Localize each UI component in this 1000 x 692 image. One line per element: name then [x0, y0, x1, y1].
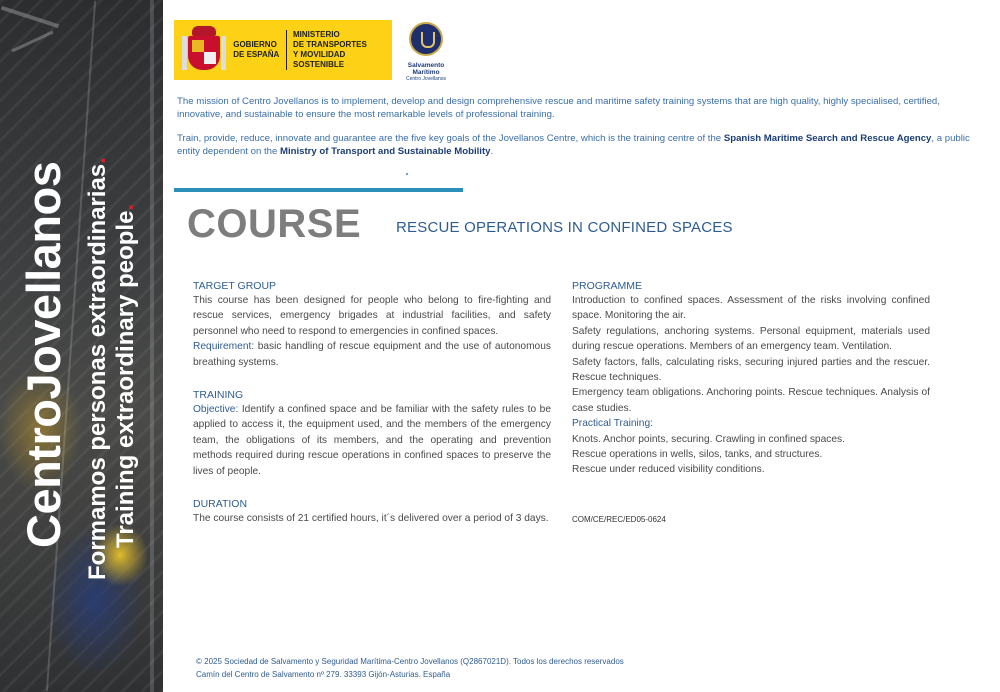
- programme-item: Introduction to confined spaces. Assessment of the risks involving confined space. Monitoring the air.: [572, 295, 930, 322]
- programme-item: Emergency team obligations. Anchoring points. Rescue techniques. Analysis of case studies.: [572, 387, 930, 414]
- side-photo: [0, 0, 163, 692]
- left-column: [193, 279, 551, 544]
- practical-item: Rescue under reduced visibility conditions.: [572, 464, 765, 476]
- course-title: RESCUE OPERATIONS IN CONFINED SPACES: [396, 219, 733, 236]
- course-reference-code: COM/CE/REC/ED05-0624: [572, 514, 666, 524]
- anchor-emblem-icon: [409, 22, 443, 56]
- duration-text: The course consists of 21 certified hours, it´s delivered over a period of 3 days.: [193, 513, 549, 525]
- footer: [196, 655, 624, 681]
- practical-training-heading: Practical Training:: [572, 418, 653, 430]
- salvamento-logo: [395, 22, 457, 82]
- target-group-heading: TARGET GROUP: [193, 280, 277, 292]
- decorative-dot: [406, 173, 408, 175]
- address-text: Camín del Centro de Salvamento nº 279. 33393 Gijón-Asturias. España: [196, 670, 451, 679]
- course-heading: COURSE: [187, 202, 362, 246]
- motto-english: Training extraordinary people.: [112, 203, 139, 548]
- right-column: [572, 279, 930, 527]
- section-divider: [174, 188, 463, 192]
- requirement-text: Requirement: basic handling of rescue equipment and the use of autonomous breathing systems.: [193, 341, 551, 368]
- photo-pipe: [150, 0, 154, 692]
- practical-item: Knots. Anchor points, securing. Crawling in confined spaces.: [572, 433, 845, 445]
- agency-name: Spanish Maritime Search and Rescue Agency: [723, 133, 932, 144]
- government-logo: [174, 20, 392, 80]
- programme-heading: PROGRAMME: [572, 280, 643, 292]
- goals-paragraph: Train, provide, reduce, innovate and guarantee are the five key goals of the Jovellanos Centre, which is the training centre of the Spanish Maritime Search and Rescue Agency, a public entity dependent on the Ministry of Transport and Sustainable Mobility.: [177, 133, 970, 157]
- mission-paragraph: The mission of Centro Jovellanos is to implement, develop and design comprehensive rescue and maritime safety training systems that are high quality, highly specialised, certified, innovative, and sustainable to ensure the most remarkable levels of professional training.: [177, 96, 940, 120]
- coat-of-arms-icon: [182, 26, 223, 74]
- training-heading: TRAINING: [193, 389, 244, 402]
- ministry-label: MINISTERIO DE TRANSPORTES Y MOVILIDAD SOSTENIBLE: [293, 30, 367, 69]
- target-group-text: This course has been designed for people who belong to fire-fighting and rescue services, emergency brigades at industrial facilities, and safety personnel who need to respond to emergencies in confined spaces.: [193, 295, 551, 337]
- requirement-label: Requirement:: [193, 341, 255, 353]
- gov-label: GOBIERNO DE ESPAÑA: [233, 40, 280, 59]
- ministry-name: Ministry of Transport and Sustainable Mobility: [279, 146, 491, 157]
- objective-text: Objective: Identify a confined space and be familiar with the safety rules to be applied to access it, the equipment used, and the members of the emergency team, the obligations of its members, and the operating and prevention methods required during rescue operations in confined spaces to preserve the lives of people.: [193, 404, 551, 477]
- practical-item: Rescue operations in wells, silos, tanks, and structures.: [572, 449, 823, 461]
- brand-vertical: CentroJovellanos: [17, 161, 70, 548]
- copyright-text: © 2025 Sociedad de Salvamento y Seguridad Marítima-Centro Jovellanos (Q2867021D). Todos los derechos reservados: [196, 657, 624, 666]
- programme-item: Safety factors, falls, calculating risks, securing injured parties and the rescuer. Rescue techniques.: [572, 356, 930, 384]
- sm-subtitle: Centro Jovellanos: [405, 76, 447, 82]
- motto-spanish: Formamos personas extraordinarias.: [84, 157, 111, 580]
- logo-divider: [286, 30, 287, 70]
- sm-name: Salvamento Marítimo: [407, 62, 445, 76]
- duration-heading: DURATION: [193, 498, 248, 511]
- objective-label: Objective:: [193, 404, 239, 416]
- intro-text: [177, 95, 987, 169]
- programme-item: Safety regulations, anchoring systems. Personal equipment, materials used during rescue operations. Members of an emergency team. Ventilation.: [572, 325, 930, 353]
